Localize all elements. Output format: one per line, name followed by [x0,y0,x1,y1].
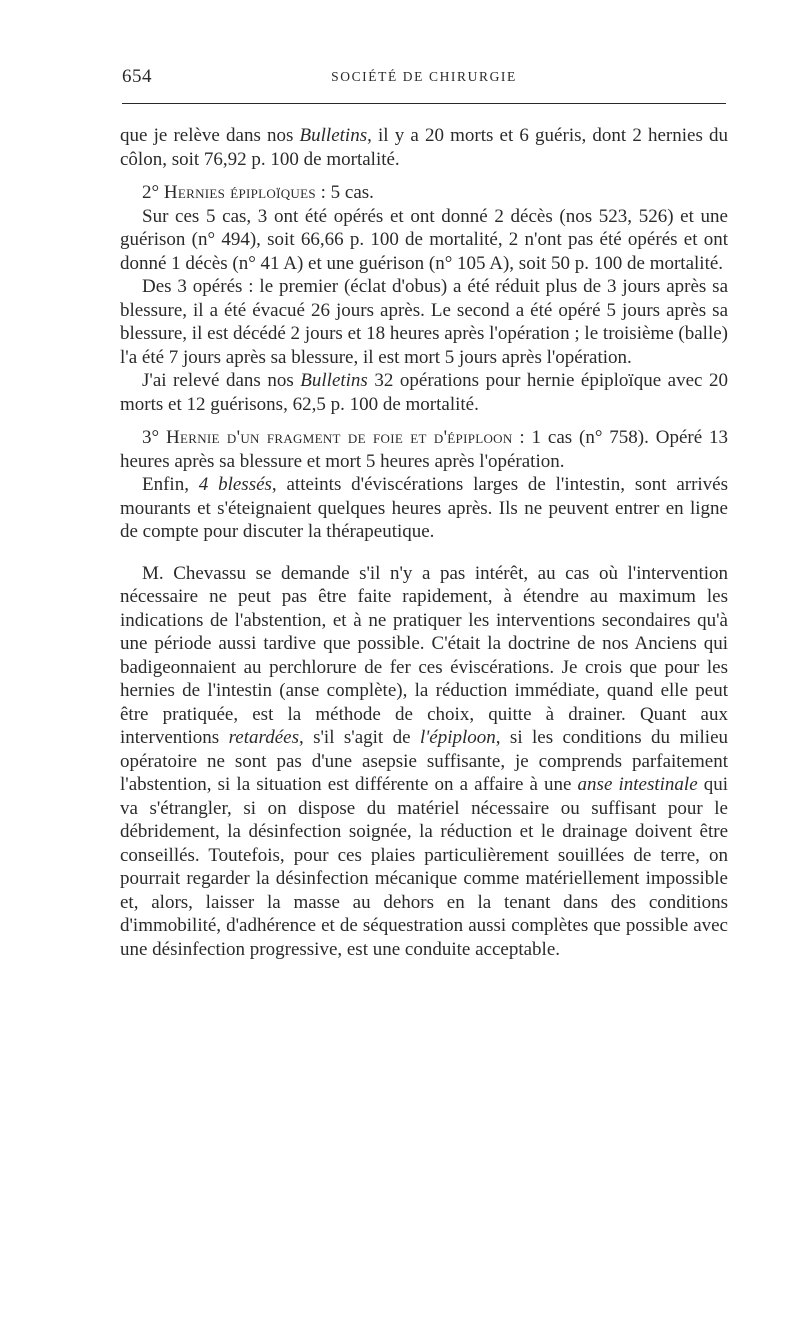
page-number: 654 [122,66,152,87]
running-title: SOCIÉTÉ DE CHIRURGIE [331,69,517,84]
italic-anse-intestinale: anse intestinale [577,774,698,795]
paragraph-dying-wounded: Enfin, 4 blessés, atteints d'éviscérations larges de l'intestin, sont arrivés mourants et s'éteignaient quelques heures après. Ils ne peuvent entrer en ligne de compte pour discuter la thérapeutique. [120,474,729,542]
paragraph-bulletins-epiploic: J'ai relevé dans nos Bulletins 32 opérations pour hernie épiploïque avec 20 morts et 12 guérisons, 62,5 p. 100 de mortalité. [120,370,728,415]
italic-epiploon: l'épiploon [419,727,496,748]
paragraph-chevassu-discussion: M. Chevassu se demande s'il n'y a pas intérêt, au cas où l'intervention nécessaire ne peut pas être faite rapidement, à étendre au maximum les indications de l'abstention, et à ne pratiquer les interventions secondaires qu'à une période aussi tardive que possible. C'était la doctrine de nos Anciens qui badigeonnaient au perchlorure de fer ces éviscérations. Je crois que pour les hernies de l'intestin (anse complète), la réduction immédiate, quand elle peut être pratiquée, est la méthode de choix, quitte à drainer. Quant aux interventions retardées, s'il s'agit de l'épiploon, si les conditions du milieu opératoire ne sont pas d'une asepsie suffisante, je comprends parfaitement l'abstention, si la situation est différente on a affaire à une anse intestinale qui va s'étrangler, si on dispose du matériel nécessaire ou suffisant pour le débridement, la désinfection soignée, la réduction et le drainage doivent être conseillés. Toutefois, pour ces plaies particulièrement souillées de terre, on pourrait regarder la désinfection mécanique comme matériellement impossible et, alors, laisser la masse au dehors en la tenant dans des conditions d'immobilité, d'adhérence et de séquestration aussi complètes que possible avec une désinfection progressive, est une conduite acceptable. [120,562,729,960]
header-rule [122,103,726,104]
paragraph-colon-hernias-summary: que je relève dans nos Bulletins, il y a 20 morts et 6 guéris, dont 2 hernies du côlon, soit 76,92 p. 100 de mortalité. [120,125,728,170]
paragraph-operated-details: Des 3 opérés : le premier (éclat d'obus) a été réduit plus de 3 jours après sa blessure, il a été évacué 26 jours après. Le second a été opéré 5 jours après sa blessure, il est décédé 2 jours et 18 heures après l'opération ; le troisième (balle) l'a été 7 jours après sa blessure, il est mort 5 jours après l'opération. [120,276,728,368]
running-head [122,66,726,90]
italic-retardees: retardées [228,727,299,748]
bulletins-italic: Bulletins [300,370,368,391]
paragraph-epiploic-cases: Sur ces 5 cas, 3 ont été opérés et ont donné 2 décès (nos 523, 526) et une guérison (n° 494), soit 66,66 p. 100 de mortalité, 2 n'ont pas été opérés et ont donné 1 décès (n° 41 A) et une guérison (n° 105 A), soit 50 p. 100 de mortalité. [120,205,728,274]
section-heading-liver-fragment: 3° Hernie d'un fragment de foie et d'épiploon : 1 cas (n° 758). Opéré 13 heures après sa blessure et mort 5 heures après l'opération. [120,427,728,472]
body-text [120,124,728,961]
section-heading-label: Hernie d'un fragment de foie et d'épiploon [165,427,513,448]
wounded-count-italic: 4 blessés [198,474,272,495]
section-heading-epiploic-hernias: 2° Hernies épiploïques : 5 cas. [142,182,374,203]
bulletins-italic: Bulletins [299,125,368,146]
section-heading-label: Hernies épiploïques [163,182,316,203]
